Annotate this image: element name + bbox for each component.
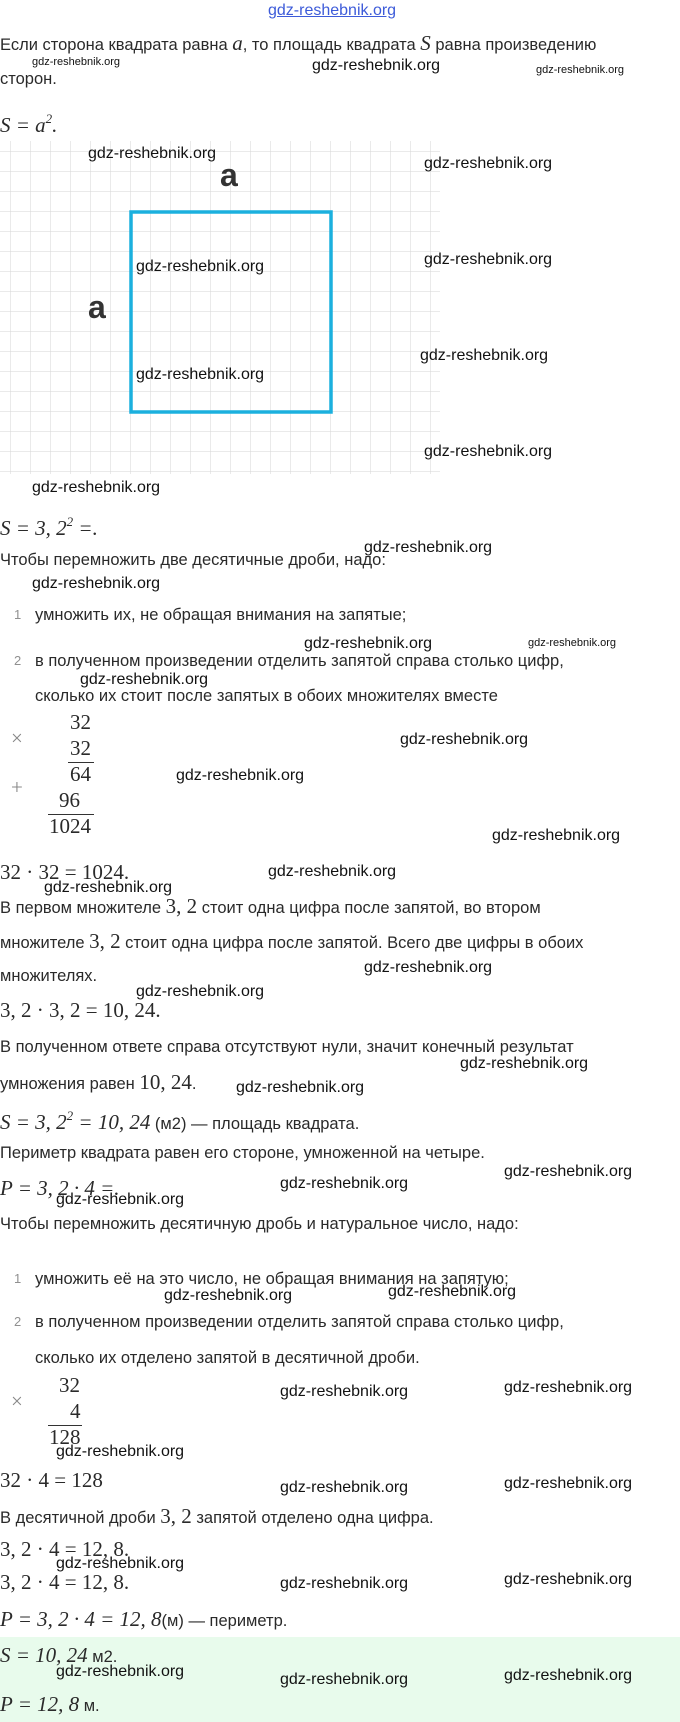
watermark: gdz-reshebnik.org — [536, 64, 625, 76]
answer-area-expr: S = 10, 24 — [0, 1643, 88, 1667]
area-result-exp: 2 — [66, 1108, 74, 1123]
var-a: a — [232, 31, 243, 55]
para1-line-3: множителях. — [0, 967, 98, 985]
intro-text-2: , то площадь квадрата — [242, 36, 421, 54]
area-result-lhs: S = 3, 2 — [0, 1110, 67, 1134]
area-formula-lhs: S = a — [0, 113, 46, 137]
perimeter-result — [0, 1609, 287, 1631]
para2-text-a: умножения равен — [0, 1075, 140, 1093]
equation-5: 3, 2 · 4 = 12, 8. — [0, 1570, 130, 1594]
col1-result: 1024 — [49, 814, 91, 838]
watermark: gdz-reshebnik.org — [32, 56, 121, 68]
perimeter-result-expr: P = 3, 2 · 4 = 12, 8 — [0, 1607, 162, 1631]
intro-text-3: равна произведению — [430, 36, 597, 54]
answer-perimeter — [0, 1694, 100, 1716]
rule1-item1-text: умножить их, не обращая внимания на запятые; — [35, 606, 407, 624]
watermark: gdz-reshebnik.org — [32, 479, 161, 496]
area-calc-exp: 2 — [66, 514, 74, 529]
watermark: gdz-reshebnik.org — [504, 1475, 633, 1492]
watermark: gdz-reshebnik.org — [420, 347, 549, 364]
watermark: gdz-reshebnik.org — [280, 1479, 409, 1496]
equation-2: 3, 2 · 3, 2 = 10, 24. — [0, 998, 161, 1022]
watermark: gdz-reshebnik.org — [504, 1379, 633, 1396]
para1-line-1 — [0, 896, 541, 918]
perimeter-intro: Периметр квадрата равен его стороне, умноженной на четыре. — [0, 1144, 485, 1162]
area-formula — [0, 109, 57, 137]
equation-3: 32 · 4 = 128 — [0, 1468, 103, 1492]
watermark: gdz-reshebnik.org — [56, 1555, 185, 1572]
para1-text-a: В первом множителе — [0, 899, 166, 917]
rule1-item2-text: в полученном произведении отделить запятой справа столько цифр, — [35, 652, 564, 670]
para2-line-2 — [0, 1072, 196, 1094]
watermark: gdz-reshebnik.org — [80, 671, 209, 688]
watermark: gdz-reshebnik.org — [236, 1079, 365, 1096]
answer-area-unit: м2. — [87, 1648, 118, 1666]
rule1-item1-number: 1 — [14, 607, 22, 622]
rule2-item1-number: 1 — [14, 1271, 22, 1286]
watermark: gdz-reshebnik.org — [460, 1055, 589, 1072]
area-result-text: — площадь квадрата. — [186, 1115, 360, 1133]
para1-text-d: стоит одна цифра после запятой. Всего две цифры в обоих — [120, 934, 584, 952]
area-formula-end: . — [52, 113, 58, 137]
rule1-item2-text2: сколько их стоит после запятых в обоих множителях вместе — [35, 687, 498, 705]
left-side-label: a — [88, 289, 106, 325]
watermark: gdz-reshebnik.org — [56, 1191, 185, 1208]
watermark: gdz-reshebnik.org — [88, 145, 217, 162]
para1-value-1: 3, 2 — [165, 894, 198, 918]
para1-text-b: стоит одна цифра после запятой, во втором — [197, 899, 541, 917]
watermark: gdz-reshebnik.org — [504, 1667, 633, 1684]
times-sign-1: × — [11, 726, 23, 750]
top-side-label: a — [220, 157, 238, 193]
col1-partial-2: 96 — [59, 788, 80, 812]
watermark: gdz-reshebnik.org — [268, 863, 397, 880]
watermark: gdz-reshebnik.org — [32, 575, 161, 592]
rule1-title: Чтобы перемножить две десятичные дроби, надо: — [0, 551, 386, 569]
perimeter-result-text: (м) — периметр. — [161, 1612, 288, 1630]
watermark: gdz-reshebnik.org — [56, 1443, 185, 1460]
area-calc-lhs: S = 3, 2 — [0, 516, 67, 540]
watermark: gdz-reshebnik.org — [388, 1283, 517, 1300]
watermark: gdz-reshebnik.org — [400, 731, 529, 748]
col2-result: 128 — [49, 1425, 81, 1449]
para1-value-2: 3, 2 — [89, 929, 121, 953]
watermark: gdz-reshebnik.org — [312, 57, 441, 74]
intro-text-1: Если сторона квадрата равна — [0, 36, 233, 54]
watermark: gdz-reshebnik.org — [56, 1663, 185, 1680]
plus-sign-1: + — [11, 775, 23, 799]
watermark: gdz-reshebnik.org — [424, 443, 553, 460]
watermark: gdz-reshebnik.org — [304, 635, 433, 652]
answer-perimeter-expr: P = 12, 8 — [0, 1692, 80, 1716]
var-s: S — [420, 31, 431, 55]
para2-value: 10, 24 — [139, 1070, 192, 1094]
para1-text-c: множителе — [0, 934, 90, 952]
col1-factor-b: 32 — [70, 736, 91, 760]
area-result-rhs: = 10, 24 — [73, 1110, 151, 1134]
watermark: gdz-reshebnik.org — [504, 1163, 633, 1180]
equation-1: 32 · 32 = 1024. — [0, 860, 130, 884]
para2-line-1: В полученном ответе справа отсутствуют нули, значит конечный результат — [0, 1038, 574, 1056]
rule2-item2-text: в полученном произведении отделить запятой справа столько цифр, — [35, 1313, 564, 1331]
watermark: gdz-reshebnik.org — [492, 827, 621, 844]
para3-value: 3, 2 — [160, 1504, 192, 1528]
para3 — [0, 1506, 434, 1528]
para1-line-2 — [0, 931, 583, 953]
area-result-unit: (м2) — [150, 1115, 187, 1133]
watermark: gdz-reshebnik.org — [528, 637, 617, 649]
times-sign-2: × — [11, 1389, 23, 1413]
watermark: gdz-reshebnik.org — [136, 366, 265, 383]
watermark: gdz-reshebnik.org — [136, 983, 265, 1000]
watermark: gdz-reshebnik.org — [280, 1383, 409, 1400]
watermark: gdz-reshebnik.org — [280, 1671, 409, 1688]
area-calc — [0, 512, 98, 540]
rule2-item2-text2: сколько их отделено запятой в десятичной дроби. — [35, 1349, 420, 1367]
col1-factor-a: 32 — [70, 710, 91, 734]
watermark: gdz-reshebnik.org — [364, 539, 493, 556]
watermark: gdz-reshebnik.org — [164, 1287, 293, 1304]
intro-line-2: сторон. — [0, 70, 57, 88]
watermark: gdz-reshebnik.org — [424, 155, 553, 172]
answer-perimeter-unit: м. — [79, 1697, 100, 1715]
watermark: gdz-reshebnik.org — [424, 251, 553, 268]
rule2-title: Чтобы перемножить десятичную дробь и натуральное число, надо: — [0, 1215, 519, 1233]
para3-text-b: запятой отделено одна цифра. — [191, 1509, 434, 1527]
watermark: gdz-reshebnik.org — [280, 1575, 409, 1592]
rule2-item1-text: умножить её на это число, не обращая внимания на запятую; — [35, 1270, 509, 1288]
para2-text-b: . — [191, 1075, 197, 1093]
area-calc-end: =. — [73, 516, 98, 540]
area-formula-exp: 2 — [45, 111, 53, 126]
watermark: gdz-reshebnik.org — [280, 1175, 409, 1192]
equation-4: 3, 2 · 4 = 12, 8. — [0, 1537, 130, 1561]
area-result — [0, 1106, 359, 1134]
para3-text-a: В десятичной дроби — [0, 1509, 161, 1527]
intro-line-1 — [0, 33, 596, 55]
watermark: gdz-reshebnik.org — [136, 258, 265, 275]
col2-factor-a: 32 — [59, 1373, 80, 1397]
rule2-item2-number: 2 — [14, 1314, 22, 1329]
rule1-item2-number: 2 — [14, 653, 22, 668]
watermark: gdz-reshebnik.org — [364, 959, 493, 976]
watermark: gdz-reshebnik.org — [176, 767, 305, 784]
watermark: gdz-reshebnik.org — [44, 879, 173, 896]
header-watermark[interactable]: gdz-reshebnik.org — [268, 2, 397, 19]
col1-partial-1: 64 — [70, 762, 91, 786]
col2-factor-b: 4 — [70, 1399, 81, 1423]
perimeter-calc: P = 3, 2 · 4 =. — [0, 1176, 120, 1200]
watermark: gdz-reshebnik.org — [504, 1571, 633, 1588]
